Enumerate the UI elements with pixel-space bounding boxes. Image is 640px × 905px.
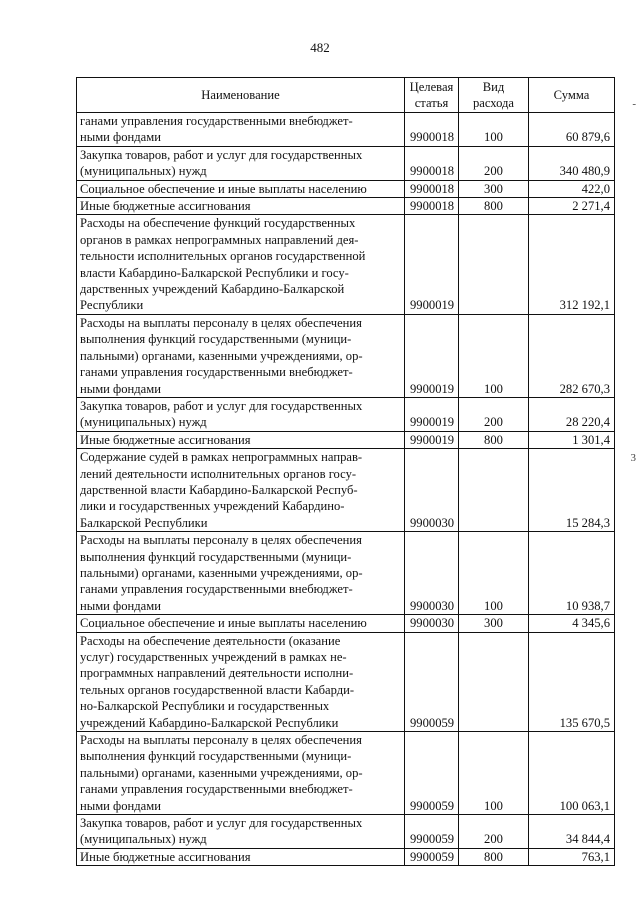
row-kind: 200	[459, 397, 529, 431]
table-row	[77, 449, 615, 532]
row-code: 9900018	[405, 198, 459, 215]
table-row	[77, 397, 615, 431]
budget-table	[76, 77, 615, 866]
row-sum: 28 220,4	[529, 397, 615, 431]
row-name: Социальное обеспечение и иные выплаты населению	[77, 180, 405, 197]
row-code: 9900059	[405, 732, 459, 815]
row-name: Иные бюджетные ассигнования	[77, 848, 405, 865]
table-row	[77, 431, 615, 448]
row-kind: 100	[459, 314, 529, 397]
table-row	[77, 615, 615, 632]
row-name: Содержание судей в рамках непрограммных направ- лений деятельности исполнительных органов госу- дарственной власти Кабардино-Балкарской Респуб- лики и государственных учреждений Кабардино- Балкарской Республики	[77, 449, 405, 532]
row-code: 9900019	[405, 314, 459, 397]
table-row	[77, 632, 615, 731]
row-name: Иные бюджетные ассигнования	[77, 431, 405, 448]
row-name: Расходы на обеспечение функций государственных органов в рамках непрограммных направлений дея- тельности исполнительных органов государственной власти Кабардино-Балкарской Республики и госу- дарственных учреждений Кабардино-Балкарской Республики	[77, 215, 405, 314]
row-code: 9900018	[405, 146, 459, 180]
header-kind: Вид расхода	[459, 78, 529, 113]
row-code: 9900019	[405, 215, 459, 314]
row-sum: 15 284,3	[529, 449, 615, 532]
row-name: Иные бюджетные ассигнования	[77, 198, 405, 215]
row-name: Закупка товаров, работ и услуг для государственных (муниципальных) нужд	[77, 146, 405, 180]
row-name: Расходы на обеспечение деятельности (оказание услуг) государственных учреждений в рамках не- программных направлений деятельности исполни- тельных органов государственной власти Кабарди- но-Балкарской Республики и государственных учреждений Кабардино-Балкарской Республики	[77, 632, 405, 731]
row-name: Расходы на выплаты персоналу в целях обеспечения выполнения функций государственными (муници- пальными) органами, казенными учреждениями, ор- ганами управления государственными внебюджет- ными фондами	[77, 314, 405, 397]
row-sum: 100 063,1	[529, 732, 615, 815]
row-kind: 800	[459, 198, 529, 215]
row-code: 9900059	[405, 815, 459, 849]
table-row	[77, 146, 615, 180]
row-name: Закупка товаров, работ и услуг для государственных (муниципальных) нужд	[77, 397, 405, 431]
row-name: Расходы на выплаты персоналу в целях обеспечения выполнения функций государственными (муници- пальными) органами, казенными учреждениями, ор- ганами управления государственными внебюджет- ными фондами	[77, 732, 405, 815]
row-kind	[459, 449, 529, 532]
table-row	[77, 215, 615, 314]
row-code: 9900018	[405, 180, 459, 197]
table-row	[77, 732, 615, 815]
row-code: 9900059	[405, 632, 459, 731]
row-code: 9900018	[405, 113, 459, 147]
row-sum: 60 879,6	[529, 113, 615, 147]
row-kind	[459, 632, 529, 731]
margin-mark-middle: 3	[630, 452, 636, 464]
table-row	[77, 113, 615, 147]
row-sum: 135 670,5	[529, 632, 615, 731]
row-sum: 422,0	[529, 180, 615, 197]
row-code: 9900030	[405, 615, 459, 632]
row-kind: 100	[459, 113, 529, 147]
margin-mark-top: -	[632, 98, 636, 110]
row-code: 9900030	[405, 449, 459, 532]
row-kind: 800	[459, 431, 529, 448]
table-row	[77, 532, 615, 615]
row-code: 9900030	[405, 532, 459, 615]
row-kind: 300	[459, 180, 529, 197]
row-sum: 34 844,4	[529, 815, 615, 849]
row-name: Закупка товаров, работ и услуг для государственных (муниципальных) нужд	[77, 815, 405, 849]
page-number: 482	[310, 40, 330, 55]
row-name: ганами управления государственными внебюджет- ными фондами	[77, 113, 405, 147]
row-name: Социальное обеспечение и иные выплаты населению	[77, 615, 405, 632]
row-kind: 200	[459, 146, 529, 180]
row-sum: 340 480,9	[529, 146, 615, 180]
header-name: Наименование	[77, 78, 405, 113]
table-row	[77, 848, 615, 865]
table-row	[77, 314, 615, 397]
row-sum: 312 192,1	[529, 215, 615, 314]
row-sum: 10 938,7	[529, 532, 615, 615]
row-sum: 763,1	[529, 848, 615, 865]
row-kind: 200	[459, 815, 529, 849]
row-code: 9900059	[405, 848, 459, 865]
table-row	[77, 198, 615, 215]
table-row	[77, 180, 615, 197]
row-kind: 800	[459, 848, 529, 865]
row-code: 9900019	[405, 397, 459, 431]
row-kind: 300	[459, 615, 529, 632]
header-sum: Сумма	[529, 78, 615, 113]
table-row	[77, 815, 615, 849]
row-sum: 1 301,4	[529, 431, 615, 448]
row-code: 9900019	[405, 431, 459, 448]
row-sum: 4 345,6	[529, 615, 615, 632]
row-kind	[459, 215, 529, 314]
header-code: Целевая статья	[405, 78, 459, 113]
row-sum: 282 670,3	[529, 314, 615, 397]
row-kind: 100	[459, 532, 529, 615]
table-header-row	[77, 78, 615, 113]
row-name: Расходы на выплаты персоналу в целях обеспечения выполнения функций государственными (муници- пальными) органами, казенными учреждениями, ор- ганами управления государственными внебюджет- ными фондами	[77, 532, 405, 615]
row-kind: 100	[459, 732, 529, 815]
row-sum: 2 271,4	[529, 198, 615, 215]
